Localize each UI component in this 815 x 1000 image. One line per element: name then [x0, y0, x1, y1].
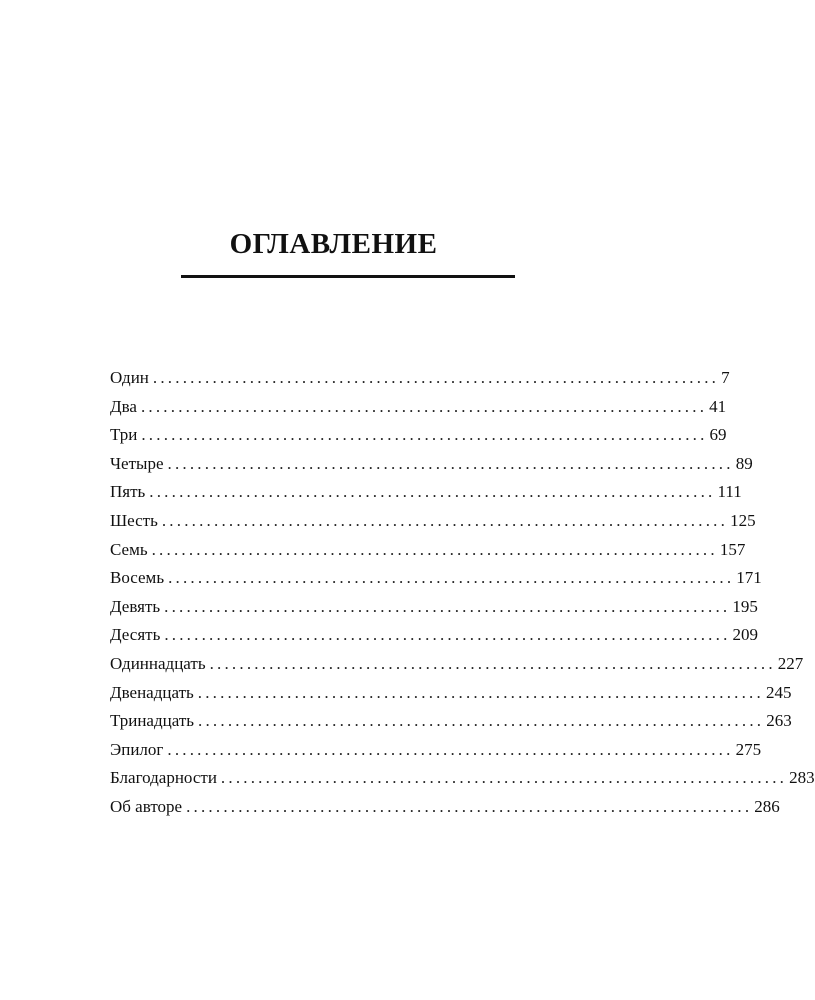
toc-entry-title: Одиннадцать: [110, 653, 206, 673]
toc-entry[interactable]: [110, 393, 727, 422]
dot-leader: ............................................................................: [167, 739, 734, 759]
toc-entry-page-number: 125: [730, 510, 756, 530]
dot-leader: ............................................................................: [140, 396, 708, 416]
toc-entry-page-number: 209: [732, 625, 759, 645]
toc-entry-title: Двенадцать: [110, 682, 194, 702]
toc-entry[interactable]: [110, 536, 746, 565]
toc-entry[interactable]: [110, 507, 756, 536]
dot-leader: ............................................................................: [152, 368, 720, 387]
dot-leader: ............................................................................: [167, 453, 734, 473]
toc-entry-title: Два: [110, 396, 137, 416]
toc-entry[interactable]: [110, 764, 815, 793]
toc-entry-page-number: 263: [766, 711, 792, 731]
toc-entry[interactable]: [110, 621, 759, 650]
toc-entry-title: Четыре: [110, 453, 164, 473]
toc-entry-title: Шесть: [110, 510, 158, 530]
toc-entry[interactable]: [110, 707, 792, 736]
toc-entry-title: Девять: [110, 596, 161, 616]
toc-entry[interactable]: [110, 421, 727, 450]
toc-entry-page-number: 283: [789, 768, 815, 788]
toc-entry[interactable]: [110, 593, 758, 622]
toc-entry-title: Пять: [110, 482, 146, 502]
toc-entry-page-number: 245: [765, 682, 792, 702]
toc-entry-title: Благодарности: [110, 768, 217, 788]
toc-entry[interactable]: [110, 793, 780, 822]
toc-entry-page-number: 157: [719, 539, 746, 559]
toc-entry-page-number: 89: [735, 453, 753, 473]
toc-entry-page-number: 69: [709, 425, 727, 445]
dot-leader: ............................................................................: [151, 539, 718, 559]
dot-leader: ............................................................................: [164, 625, 731, 645]
title-underline: [181, 275, 515, 278]
dot-leader: ............................................................................: [149, 482, 716, 502]
toc-entry-page-number: 195: [732, 596, 758, 616]
toc-entry-title: Три: [110, 425, 138, 445]
toc-entry-page-number: 171: [736, 568, 762, 588]
dot-leader: ............................................................................: [198, 711, 765, 731]
toc-entry-title: Об авторе: [110, 796, 183, 816]
dot-leader: ............................................................................: [220, 768, 788, 788]
toc-entry-page-number: 275: [735, 739, 762, 759]
toc-entry[interactable]: [110, 736, 762, 765]
toc-entry-page-number: 227: [777, 653, 804, 673]
toc-entry[interactable]: [110, 564, 762, 593]
toc-entry-title: Один: [110, 368, 149, 387]
dot-leader: ............................................................................: [168, 568, 735, 588]
dot-leader: ............................................................................: [186, 796, 753, 816]
page-title: ОГЛАВЛЕНИЕ: [229, 228, 438, 260]
toc-entry-title: Восемь: [110, 568, 165, 588]
dot-leader: ............................................................................: [161, 510, 729, 530]
toc-entry-page-number: 41: [709, 396, 727, 416]
toc-entry[interactable]: [110, 450, 753, 479]
toc-entry-page-number: 111: [717, 482, 742, 502]
table-of-contents: [110, 364, 815, 822]
toc-entry[interactable]: [110, 679, 792, 708]
toc-entry[interactable]: [110, 650, 804, 679]
toc-entry-page-number: 286: [754, 796, 780, 816]
toc-entry[interactable]: [110, 364, 730, 393]
toc-entry-title: Эпилог: [110, 739, 164, 759]
dot-leader: ............................................................................: [209, 653, 776, 673]
dot-leader: ............................................................................: [197, 682, 764, 702]
toc-entry-title: Семь: [110, 539, 148, 559]
toc-entry-title: Тринадцать: [110, 711, 195, 731]
dot-leader: ............................................................................: [164, 596, 731, 616]
toc-entry-page-number: 7: [721, 368, 730, 387]
dot-leader: ............................................................................: [141, 425, 708, 445]
toc-entry-title: Десять: [110, 625, 161, 645]
toc-entry[interactable]: [110, 478, 742, 507]
